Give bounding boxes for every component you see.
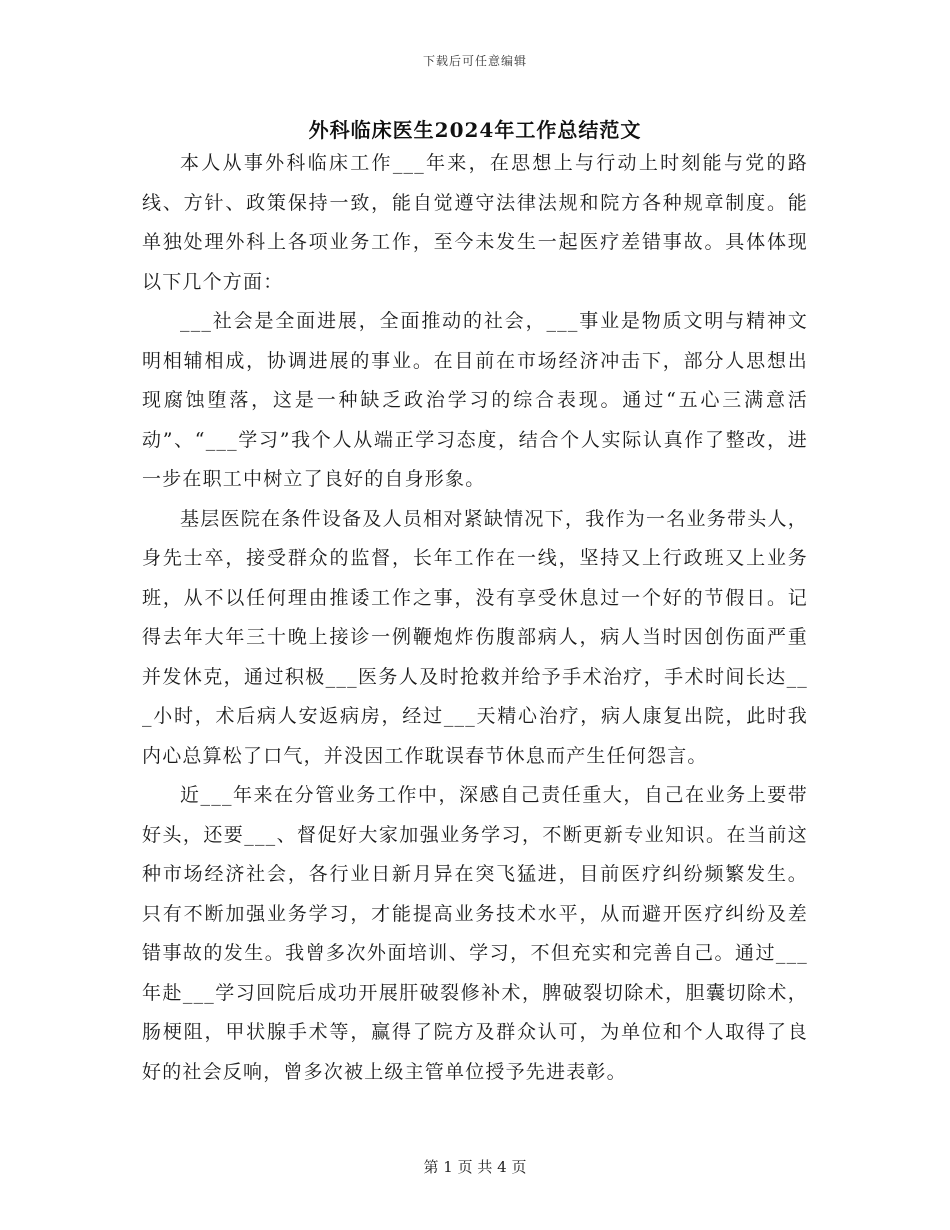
header-note: 下载后可任意编辑 [422,54,527,68]
page-number: 第 1 页 共 4 页 [423,1158,527,1176]
document-title: 外科临床医生2024年工作总结范文 [308,118,642,142]
paragraph-intro: 本人从事外科临床工作___年来，在思想上与行动上时刻能与党的路线、方针、政策保持一致，能自觉遵守法律法规和院方各种规章制度。能单独处理外科上各项业务工作，至今未发生一起医疗差错事故。具体体现以下几个方面： [142,152,808,293]
paragraph-political-study: ___社会是全面进展，全面推动的社会，___事业是物质文明与精神文明相辅相成，协调进展的事业。在目前在市场经济冲击下，部分人思想出现腐蚀堕落，这是一种缺乏政治学习的综合表现。通过“五心三满意活动”、“___学习”我个人从端正学习态度，结合个人实际认真作了整改，进一步在职工中树立了良好的自身形象。 [142,310,808,490]
paragraph-frontline-work: 基层医院在条件设备及人员相对紧缺情况下，我作为一名业务带头人，身先士卒，接受群众的监督，长年工作在一线，坚持又上行政班又上业务班，从不以任何理由推诿工作之事，没有享受休息过一个好的节假日。记得去年大年三十晚上接诊一例鞭炮炸伤腹部病人，病人当时因创伤面严重并发休克，通过积极___医务人及时抢救并给予手术治疗，手术时间长达___小时，术后病人安返病房，经过___天精心治疗，病人康复出院，此时我内心总算松了口气，并没因工作耽误春节休息而产生任何怨言。 [142,507,808,767]
paragraph-professional-study: 近___年来在分管业务工作中，深感自己责任重大，自己在业务上要带好头，还要___、督促好大家加强业务学习，不断更新专业知识。在当前这种市场经济社会，各行业日新月异在突飞猛进，目前医疗纠纷频繁发生。只有不断加强业务学习，才能提高业务技术水平，从而避开医疗纠纷及差错事故的发生。我曾多次外面培训、学习，不但充实和完善自己。通过___年赴___学习回院后成功开展肝破裂修补术，脾破裂切除术，胆囊切除术，肠梗阻，甲状腺手术等，赢得了院方及群众认可，为单位和个人取得了良好的社会反响，曾多次被上级主管单位授予先进表彰。 [142,784,808,1083]
document-body [142,144,808,1092]
